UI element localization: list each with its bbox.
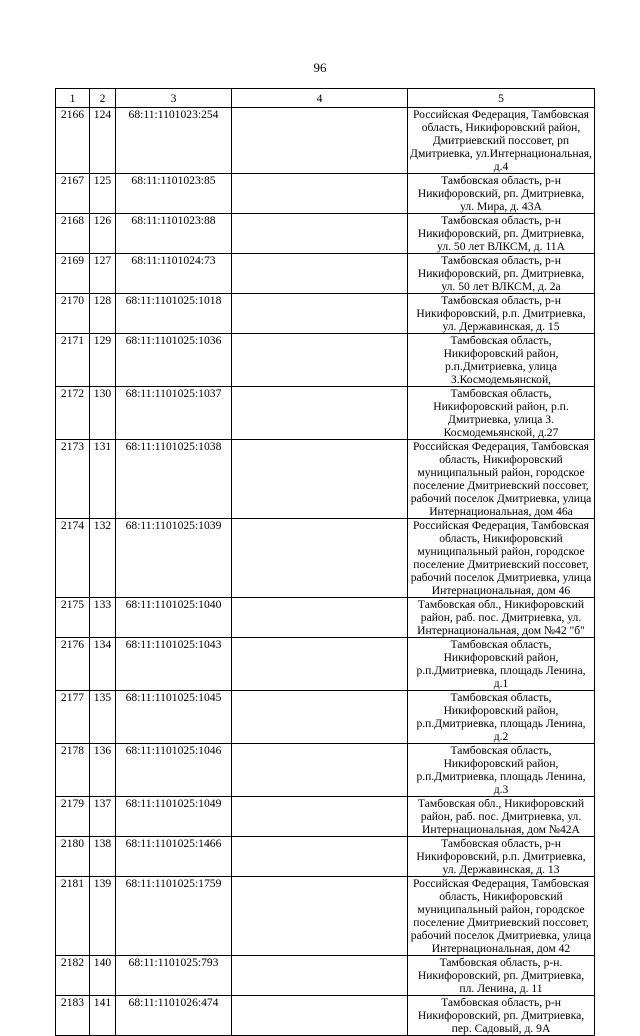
row-number-cell: 2182 bbox=[56, 956, 90, 996]
row-number-cell: 2175 bbox=[56, 598, 90, 638]
address-cell: Российская Федерация, Тамбовская область, Никифоровский муниципальный район, городское поселение Дмитриевский поссовет, рабочий поселок Дмитриевка, улица Интернациональная, дом 46а bbox=[408, 440, 595, 519]
row-index-cell: 137 bbox=[90, 797, 116, 837]
row-index-cell: 128 bbox=[90, 294, 116, 334]
cadastral-number-cell: 68:11:1101025:1018 bbox=[116, 294, 232, 334]
address-cell: Тамбовская область, р-н Никифоровский, рп. Дмитриевка, ул. 50 лет ВЛКСМ, д. 11А bbox=[408, 214, 595, 254]
row-index-cell: 134 bbox=[90, 638, 116, 691]
column-4-cell bbox=[232, 691, 408, 744]
row-number-cell: 2179 bbox=[56, 797, 90, 837]
table-row bbox=[56, 387, 595, 440]
row-index-cell: 135 bbox=[90, 691, 116, 744]
cadastral-number-cell: 68:11:1101025:1043 bbox=[116, 638, 232, 691]
row-number-cell: 2171 bbox=[56, 334, 90, 387]
row-index-cell: 131 bbox=[90, 440, 116, 519]
column-4-cell bbox=[232, 837, 408, 877]
cadastral-number-cell: 68:11:1101025:1036 bbox=[116, 334, 232, 387]
table-row bbox=[56, 996, 595, 1036]
row-index-cell: 127 bbox=[90, 254, 116, 294]
row-index-cell: 140 bbox=[90, 956, 116, 996]
address-cell: Российская Федерация, Тамбовская область, Никифоровский муниципальный район, городское поселение Дмитриевский поссовет, рабочий поселок Дмитриевка, улица Интернациональная, дом 46 bbox=[408, 519, 595, 598]
address-cell: Тамбовская область, р-н Никифоровский, рп. Дмитриевка, ул. 50 лет ВЛКСМ, д. 2а bbox=[408, 254, 595, 294]
column-4-cell bbox=[232, 440, 408, 519]
row-index-cell: 126 bbox=[90, 214, 116, 254]
row-index-cell: 141 bbox=[90, 996, 116, 1036]
column-4-cell bbox=[232, 638, 408, 691]
table-row bbox=[56, 519, 595, 598]
cadastral-number-cell: 68:11:1101023:85 bbox=[116, 174, 232, 214]
row-number-cell: 2176 bbox=[56, 638, 90, 691]
row-number-cell: 2168 bbox=[56, 214, 90, 254]
row-number-cell: 2180 bbox=[56, 837, 90, 877]
table-row bbox=[56, 174, 595, 214]
row-number-cell: 2166 bbox=[56, 108, 90, 174]
row-index-cell: 139 bbox=[90, 877, 116, 956]
address-cell: Тамбовская область, р-н Никифоровский, рп. Дмитриевка, пер. Садовый, д. 9А bbox=[408, 996, 595, 1036]
row-number-cell: 2181 bbox=[56, 877, 90, 956]
row-index-cell: 124 bbox=[90, 108, 116, 174]
row-index-cell: 138 bbox=[90, 837, 116, 877]
address-cell: Тамбовская область, р-н Никифоровский, рп. Дмитриевка, ул. Мира, д. 43А bbox=[408, 174, 595, 214]
address-cell: Тамбовская обл., Никифоровский район, раб. пос. Дмитриевка, ул. Интернациональная, дом №42А bbox=[408, 797, 595, 837]
address-cell: Тамбовская область, Никифоровский район, р.п. Дмитриевка, улица З. Космодемьянской, д.27 bbox=[408, 387, 595, 440]
column-header-2: 2 bbox=[90, 89, 116, 108]
cadastral-number-cell: 68:11:1101025:1759 bbox=[116, 877, 232, 956]
column-4-cell bbox=[232, 996, 408, 1036]
row-number-cell: 2174 bbox=[56, 519, 90, 598]
row-index-cell: 130 bbox=[90, 387, 116, 440]
cadastral-number-cell: 68:11:1101025:1045 bbox=[116, 691, 232, 744]
cadastral-number-cell: 68:11:1101025:793 bbox=[116, 956, 232, 996]
column-header-3: 3 bbox=[116, 89, 232, 108]
table-row bbox=[56, 294, 595, 334]
column-4-cell bbox=[232, 254, 408, 294]
row-index-cell: 133 bbox=[90, 598, 116, 638]
column-header-1: 1 bbox=[56, 89, 90, 108]
address-cell: Российская Федерация, Тамбовская область, Никифоровский муниципальный район, городское поселение Дмитриевский поссовет, рабочий поселок Дмитриевка, улица Интернациональная, дом 42 bbox=[408, 877, 595, 956]
table-row bbox=[56, 598, 595, 638]
table-row bbox=[56, 254, 595, 294]
table-row bbox=[56, 837, 595, 877]
row-number-cell: 2170 bbox=[56, 294, 90, 334]
cadastral-number-cell: 68:11:1101025:1037 bbox=[116, 387, 232, 440]
address-cell: Тамбовская область, р-н. Никифоровский, рп. Дмитриевка, пл. Ленина, д. 11 bbox=[408, 956, 595, 996]
cadastral-number-cell: 68:11:1101023:88 bbox=[116, 214, 232, 254]
property-registry-table bbox=[55, 88, 595, 1036]
row-number-cell: 2183 bbox=[56, 996, 90, 1036]
cadastral-number-cell: 68:11:1101025:1038 bbox=[116, 440, 232, 519]
row-number-cell: 2172 bbox=[56, 387, 90, 440]
address-cell: Тамбовская область, р-н Никифоровский, р.п. Дмитриевка, ул. Державинская, д. 13 bbox=[408, 837, 595, 877]
table-row bbox=[56, 638, 595, 691]
cadastral-number-cell: 68:11:1101025:1466 bbox=[116, 837, 232, 877]
column-4-cell bbox=[232, 797, 408, 837]
column-4-cell bbox=[232, 744, 408, 797]
table-row bbox=[56, 877, 595, 956]
row-index-cell: 125 bbox=[90, 174, 116, 214]
address-cell: Тамбовская обл., Никифоровский район, раб. пос. Дмитриевка, ул. Интернациональная, дом №42 "б" bbox=[408, 598, 595, 638]
row-number-cell: 2177 bbox=[56, 691, 90, 744]
row-number-cell: 2173 bbox=[56, 440, 90, 519]
column-4-cell bbox=[232, 108, 408, 174]
column-4-cell bbox=[232, 598, 408, 638]
address-cell: Тамбовская область, Никифоровский район, р.п.Дмитриевка, площадь Ленина, д.3 bbox=[408, 744, 595, 797]
row-index-cell: 132 bbox=[90, 519, 116, 598]
table-row bbox=[56, 108, 595, 174]
cadastral-number-cell: 68:11:1101026:474 bbox=[116, 996, 232, 1036]
column-header-5: 5 bbox=[408, 89, 595, 108]
cadastral-number-cell: 68:11:1101025:1049 bbox=[116, 797, 232, 837]
address-cell: Тамбовская область, Никифоровский район, р.п.Дмитриевка, площадь Ленина, д.2 bbox=[408, 691, 595, 744]
address-cell: Тамбовская область, Никифоровский район, р.п.Дмитриевка, площадь Ленина, д.1 bbox=[408, 638, 595, 691]
row-number-cell: 2178 bbox=[56, 744, 90, 797]
column-header-4: 4 bbox=[232, 89, 408, 108]
row-index-cell: 129 bbox=[90, 334, 116, 387]
page-number: 96 bbox=[313, 60, 327, 75]
column-4-cell bbox=[232, 214, 408, 254]
table-row bbox=[56, 691, 595, 744]
cadastral-number-cell: 68:11:1101023:254 bbox=[116, 108, 232, 174]
column-4-cell bbox=[232, 877, 408, 956]
table-row bbox=[56, 797, 595, 837]
table-header-row bbox=[56, 89, 595, 108]
address-cell: Российская Федерация, Тамбовская область, Никифоровский район, Дмитриевский поссовет, рп Дмитриевка, ул.Интернациональная, д.4 bbox=[408, 108, 595, 174]
column-4-cell bbox=[232, 387, 408, 440]
row-index-cell: 136 bbox=[90, 744, 116, 797]
column-4-cell bbox=[232, 519, 408, 598]
address-cell: Тамбовская область, р-н Никифоровский, р.п. Дмитриевка, ул. Державинская, д. 15 bbox=[408, 294, 595, 334]
address-cell: Тамбовская область, Никифоровский район, р.п.Дмитриевка, улица З.Космодемьянской, bbox=[408, 334, 595, 387]
column-4-cell bbox=[232, 294, 408, 334]
cadastral-number-cell: 68:11:1101024:73 bbox=[116, 254, 232, 294]
row-number-cell: 2169 bbox=[56, 254, 90, 294]
column-4-cell bbox=[232, 174, 408, 214]
cadastral-number-cell: 68:11:1101025:1040 bbox=[116, 598, 232, 638]
table-row bbox=[56, 334, 595, 387]
column-4-cell bbox=[232, 334, 408, 387]
cadastral-number-cell: 68:11:1101025:1039 bbox=[116, 519, 232, 598]
column-4-cell bbox=[232, 956, 408, 996]
table-row bbox=[56, 956, 595, 996]
cadastral-number-cell: 68:11:1101025:1046 bbox=[116, 744, 232, 797]
table-row bbox=[56, 440, 595, 519]
table-row bbox=[56, 744, 595, 797]
table-row bbox=[56, 214, 595, 254]
row-number-cell: 2167 bbox=[56, 174, 90, 214]
